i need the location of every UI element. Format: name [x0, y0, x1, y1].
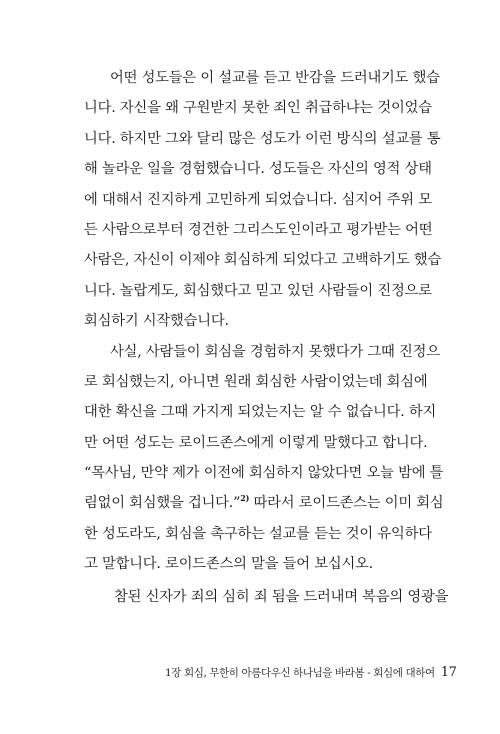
quote-end-text: 림없이 회심했을 겁니다.”	[84, 495, 241, 512]
body-text	[84, 63, 444, 580]
paragraph-2-line-4: 만 어떤 성도는 로이드존스에게 이렇게 말했다고 합니다.	[84, 434, 428, 451]
paragraph-1-line-4: 해 놀라운 일을 경험했습니다. 성도들은 자신의 영적 상태	[84, 161, 432, 178]
running-title: 1장 회심, 무한히 아름다우신 하나님을 바라봄 - 회심에 대하여	[165, 667, 435, 679]
paragraph-2-line-8: 고 말합니다. 로이드존스의 말을 들어 보십시오.	[84, 556, 374, 573]
page-number: 17	[440, 665, 457, 680]
paragraph-1-line-7: 사람은, 자신이 이제야 회심하게 되었다고 고백하기도 했습	[84, 252, 442, 269]
paragraph-2-line-6	[84, 488, 444, 518]
paragraph-2-line-5: “목사님, 만약 제가 이전에 회심하지 않았다면 오늘 밤에 틀	[84, 465, 444, 482]
paragraph-1-line-8: 니다. 놀랍게도, 회심했다고 믿고 있던 사람들이 진정으로	[84, 282, 432, 299]
paragraph-1-line-9: 회심하기 시작했습니다.	[84, 313, 229, 330]
paragraph-1-line-2: 니다. 자신을 왜 구원받지 못한 죄인 취급하냐는 것이었습	[84, 100, 432, 117]
paragraph-1-line-1: 어떤 성도들은 이 설교를 듣고 반감을 드러내기도 했습	[110, 70, 440, 86]
paragraph-2-line-2: 로 회심했는지, 아니면 원래 회심한 사람이었는데 회심에	[84, 373, 428, 390]
next-paragraph-line: 참된 신자가 죄의 심히 죄 됨을 드러내며 복음의 영광을	[114, 589, 449, 605]
paragraph-2-line-1: 사실, 사람들이 회심을 경험하지 못했다가 그때 진정으	[110, 343, 440, 360]
paragraph-1-line-5: 에 대해서 진지하게 고민하게 되었습니다. 심지어 주위 모	[84, 191, 432, 208]
line-continuation: 따라서 로이드존스는 이미 회심	[249, 495, 444, 512]
page-footer	[165, 665, 457, 680]
paragraph-1-line-3: 니다. 하지만 그와 달리 많은 성도가 이런 방식의 설교를 통	[84, 130, 441, 147]
paragraph-2-line-3: 대한 확신을 그때 가지게 되었는지는 알 수 없습니다. 하지	[84, 404, 437, 421]
footnote-marker[interactable]: 2)	[240, 493, 250, 504]
paragraph-2-line-7: 한 성도라도, 회심을 촉구하는 설교를 듣는 것이 유익하다	[84, 525, 432, 542]
paragraph-1-line-6: 든 사람으로부터 경건한 그리스도인이라고 평가받는 어떤	[84, 221, 433, 238]
